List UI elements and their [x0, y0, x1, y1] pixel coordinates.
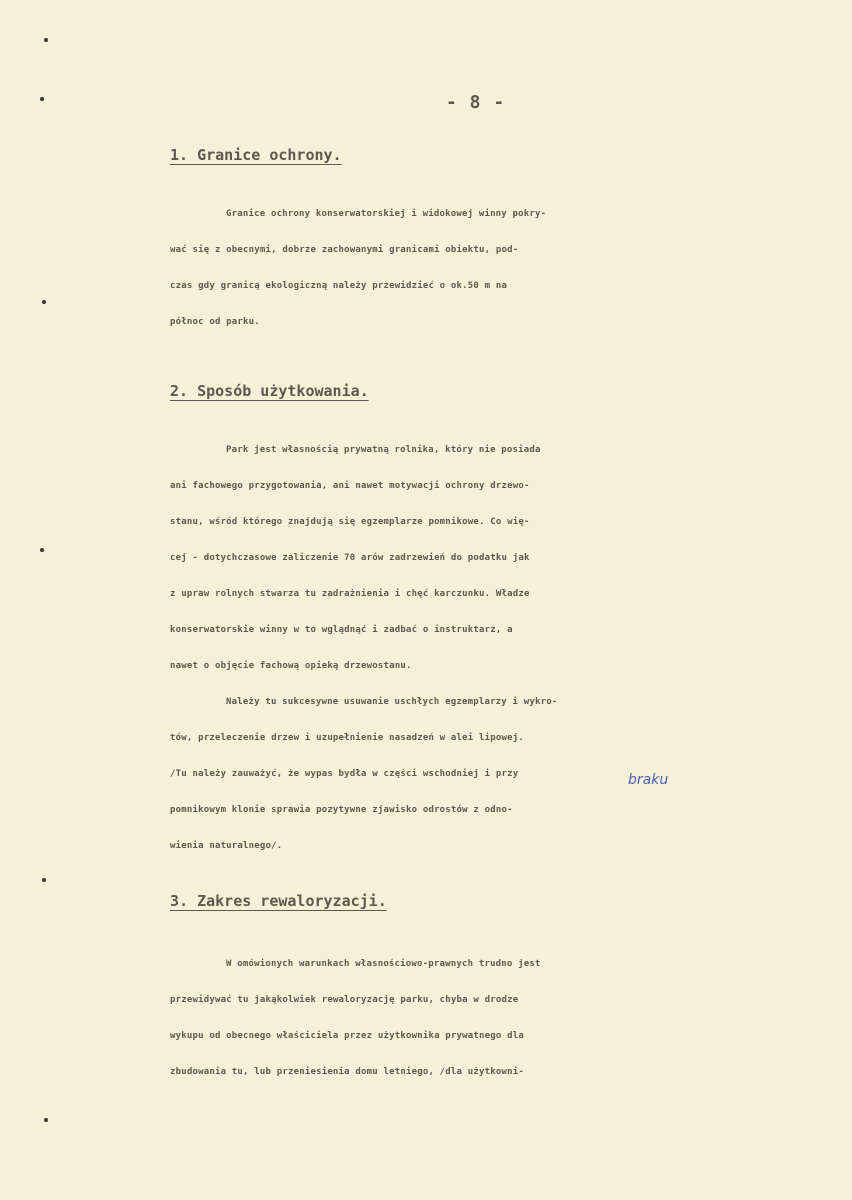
text-line: zbudowania tu, lub przeniesienia domu letniego, /dla użytkowni-	[170, 1067, 524, 1077]
binding-dot	[44, 1118, 48, 1122]
section-2-paragraph	[170, 432, 830, 864]
text-line: ani fachowego przygotowania, ani nawet motywacji ochrony drzewo-	[170, 481, 530, 491]
text-line: nawet o objęcie fachową opieką drzewostanu.	[170, 661, 412, 671]
binding-dot	[42, 300, 46, 304]
text-line: przewidywać tu jakąkolwiek rewaloryzację parku, chyba w drodze	[170, 995, 519, 1005]
binding-dot	[42, 878, 46, 882]
section-3-heading: 3. Zakres rewaloryzacji.	[170, 892, 387, 910]
page-number: - 8 -	[446, 92, 506, 113]
text-line: z upraw rolnych stwarza tu zadrażnienia i chęć karczunku. Władze	[170, 589, 530, 599]
text-line: konserwatorskie winny w to wglądnąć i zadbać o instruktarz, a	[170, 625, 513, 635]
text-line: wać się z obecnymi, dobrze zachowanymi granicami obiektu, pod-	[170, 245, 519, 255]
text-line: czas gdy granicą ekologiczną należy przewidzieć o ok.50 m na	[170, 281, 508, 291]
text-line: Park jest własnością prywatną rolnika, który nie posiada	[226, 445, 541, 455]
text-line: W omówionych warunkach własnościowo-prawnych trudno jest	[226, 959, 541, 969]
text-line: Granice ochrony konserwatorskiej i widokowej winny pokry-	[226, 209, 547, 219]
section-2-heading: 2. Sposób użytkowania.	[170, 382, 369, 400]
text-line: Należy tu sukcesywne usuwanie uschłych egzemplarzy i wykro-	[226, 697, 558, 707]
binding-dot	[40, 97, 44, 101]
handwritten-note: braku	[628, 772, 669, 788]
text-line: wykupu od obecnego właściciela przez użytkownika prywatnego dla	[170, 1031, 524, 1041]
binding-dot	[40, 548, 44, 552]
text-line: tów, przeleczenie drzew i uzupełnienie nasadzeń w alei lipowej.	[170, 733, 524, 743]
section-3-paragraph	[170, 946, 830, 1090]
text-line: /Tu należy zauważyć, że wypas bydła w części wschodniej i przy	[170, 769, 519, 779]
text-line: północ od parku.	[170, 317, 260, 327]
text-line: stanu, wśród którego znajdują się egzemplarze pomnikowe. Co wię-	[170, 517, 530, 527]
text-line: pomnikowym klonie sprawia pozytywne zjawisko odrostów z odno-	[170, 805, 513, 815]
section-1-heading: 1. Granice ochrony.	[170, 146, 342, 164]
text-line: cej - dotychczasowe zaliczenie 70 arów zadrzewień do podatku jak	[170, 553, 530, 563]
section-1-paragraph	[170, 196, 830, 340]
binding-dot	[44, 38, 48, 42]
text-line: wienia naturalnego/.	[170, 841, 283, 851]
